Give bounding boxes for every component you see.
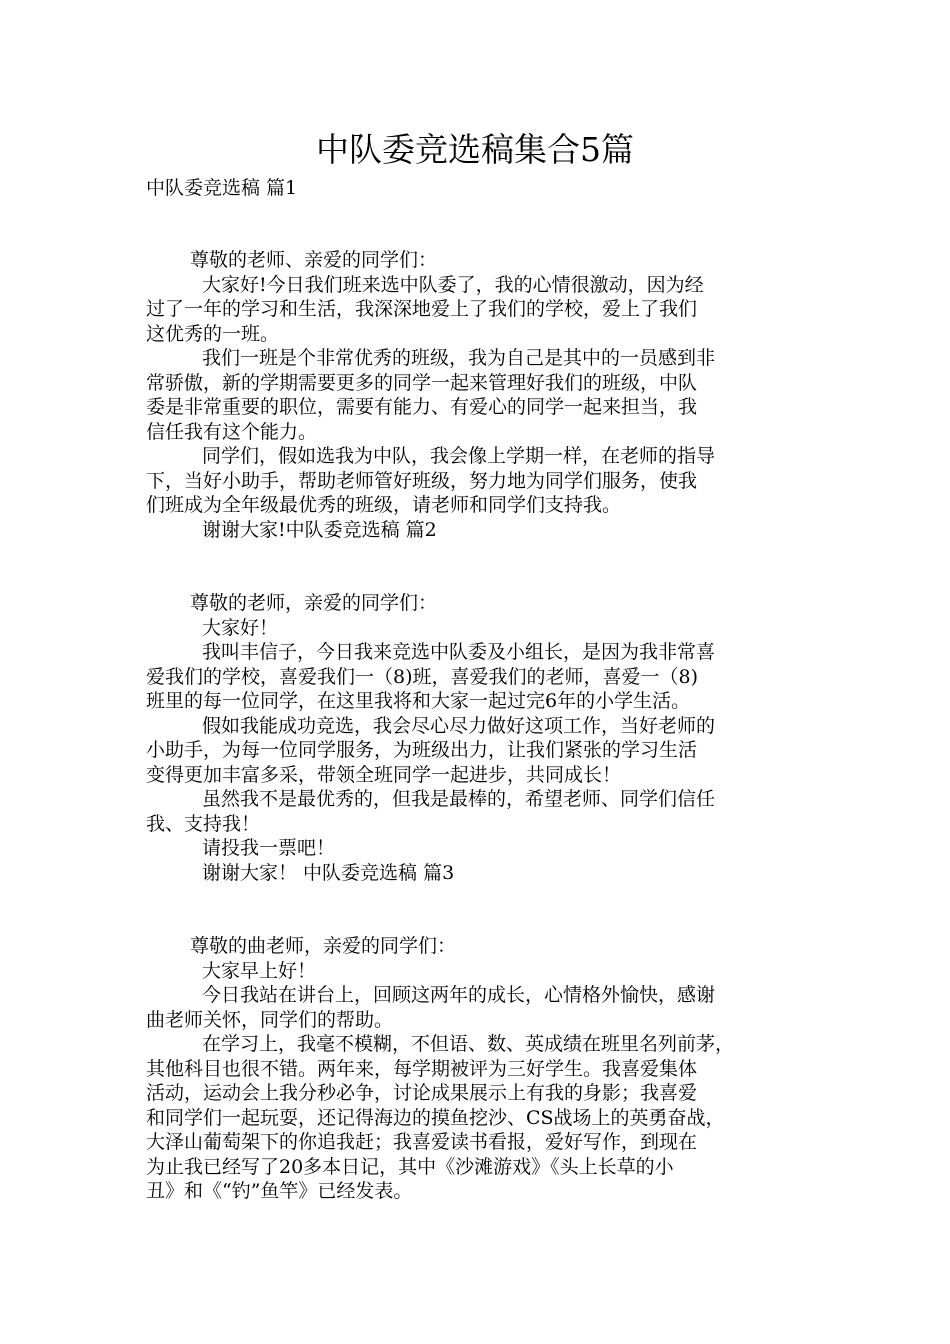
salutation: 尊敬的曲老师，亲爱的同学们： — [190, 935, 457, 957]
paragraph-line: 下，当好小助手，帮助老师管好班级，努力地为同学们服务，使我 — [146, 469, 698, 492]
paragraph-line: 为止我已经写了20多本日记，其中《沙滩游戏》《头上长草的小 — [146, 1155, 674, 1178]
paragraph-line: 虽然我不是最优秀的，但我是最棒的，希望老师、同学们信任 — [202, 788, 716, 810]
paragraph-line: 在学习上，我毫不模糊，不但语、数、英成绩在班里名列前茅， — [202, 1033, 735, 1055]
paragraph-line: 班里的每一位同学，在这里我将和大家一起过完6年的小学生活。 — [146, 690, 691, 712]
paragraph-line: 谢谢大家！ 中队委竞选稿 篇3 — [202, 861, 455, 884]
section-heading-1: 中队委竞选稿 篇1 — [146, 177, 298, 199]
paragraph-line: 同学们，假如选我为中队，我会像上学期一样，在老师的指导 — [202, 445, 716, 467]
section-gap — [146, 885, 808, 934]
paragraph-line: 大家好！ — [202, 616, 279, 639]
paragraph-line: 信任我有这个能力。 — [146, 420, 318, 443]
paragraph-line: 大家好!今日我们班来选中队委了，我的心情很激动，因为经 — [202, 273, 704, 296]
paragraph-line: 大泽山葡萄架下的你追我赶；我喜爱读书看报，爱好写作，到现在 — [146, 1131, 698, 1153]
section-gap — [146, 542, 808, 591]
paragraph-line: 大家早上好！ — [202, 959, 317, 982]
paragraph-line: 假如我能成功竞选，我会尽心尽力做好这项工作，当好老师的 — [202, 714, 716, 737]
paragraph-line: 今日我站在讲台上，回顾这两年的成长，心情格外愉快，感谢 — [202, 984, 716, 1006]
document-body — [146, 248, 808, 1204]
paragraph-line: 我们一班是个非常优秀的班级，我为自己是其中的一员感到非 — [202, 347, 716, 369]
paragraph-line: 委是非常重要的职位，需要有能力、有爱心的同学一起来担当，我 — [146, 396, 698, 418]
salutation: 尊敬的老师、亲爱的同学们： — [190, 249, 438, 271]
paragraph-line: 过了一年的学习和生活，我深深地爱上了我们的学校，爱上了我们 — [146, 298, 698, 320]
paragraph-line: 谢谢大家!中队委竞选稿 篇2 — [202, 518, 437, 541]
document-title: 中队委竞选稿集合5篇 — [316, 130, 634, 169]
paragraph-line: 小助手，为每一位同学服务，为班级出力，让我们紧张的学习生活 — [146, 739, 698, 761]
paragraph-line: 我叫丰信子，今日我来竞选中队委及小组长，是因为我非常喜 — [202, 641, 716, 663]
salutation: 尊敬的老师，亲爱的同学们： — [190, 592, 438, 614]
paragraph-line: 这优秀的一班。 — [146, 322, 280, 345]
paragraph-line: 我、支持我！ — [146, 812, 261, 835]
paragraph-line: 曲老师关怀，同学们的帮助。 — [146, 1008, 394, 1031]
paragraph-line: 请投我一票吧！ — [202, 837, 336, 859]
paragraph-line: 爱我们的学校，喜爱我们一（8)班，喜爱我们的老师，喜爱一（8) — [146, 665, 699, 688]
paragraph-line: 其他科目也很不错。两年来，每学期被评为三好学生。我喜爱集体 — [146, 1057, 698, 1080]
paragraph-line: 丑》和《“钓”鱼竿》已经发表。 — [146, 1180, 413, 1202]
paragraph-line: 常骄傲，新的学期需要更多的同学一起来管理好我们的班级，中队 — [146, 371, 698, 394]
paragraph-line: 变得更加丰富多采，带领全班同学一起进步，共同成长！ — [146, 763, 622, 786]
paragraph-line: 活动，运动会上我分秒必争，讨论成果展示上有我的身影；我喜爱 — [146, 1082, 698, 1104]
paragraph-line: 和同学们一起玩耍，还记得海边的摸鱼挖沙、CS战场上的英勇奋战， — [146, 1106, 725, 1129]
paragraph-line: 们班成为全年级最优秀的班级，请老师和同学们支持我。 — [146, 494, 622, 516]
